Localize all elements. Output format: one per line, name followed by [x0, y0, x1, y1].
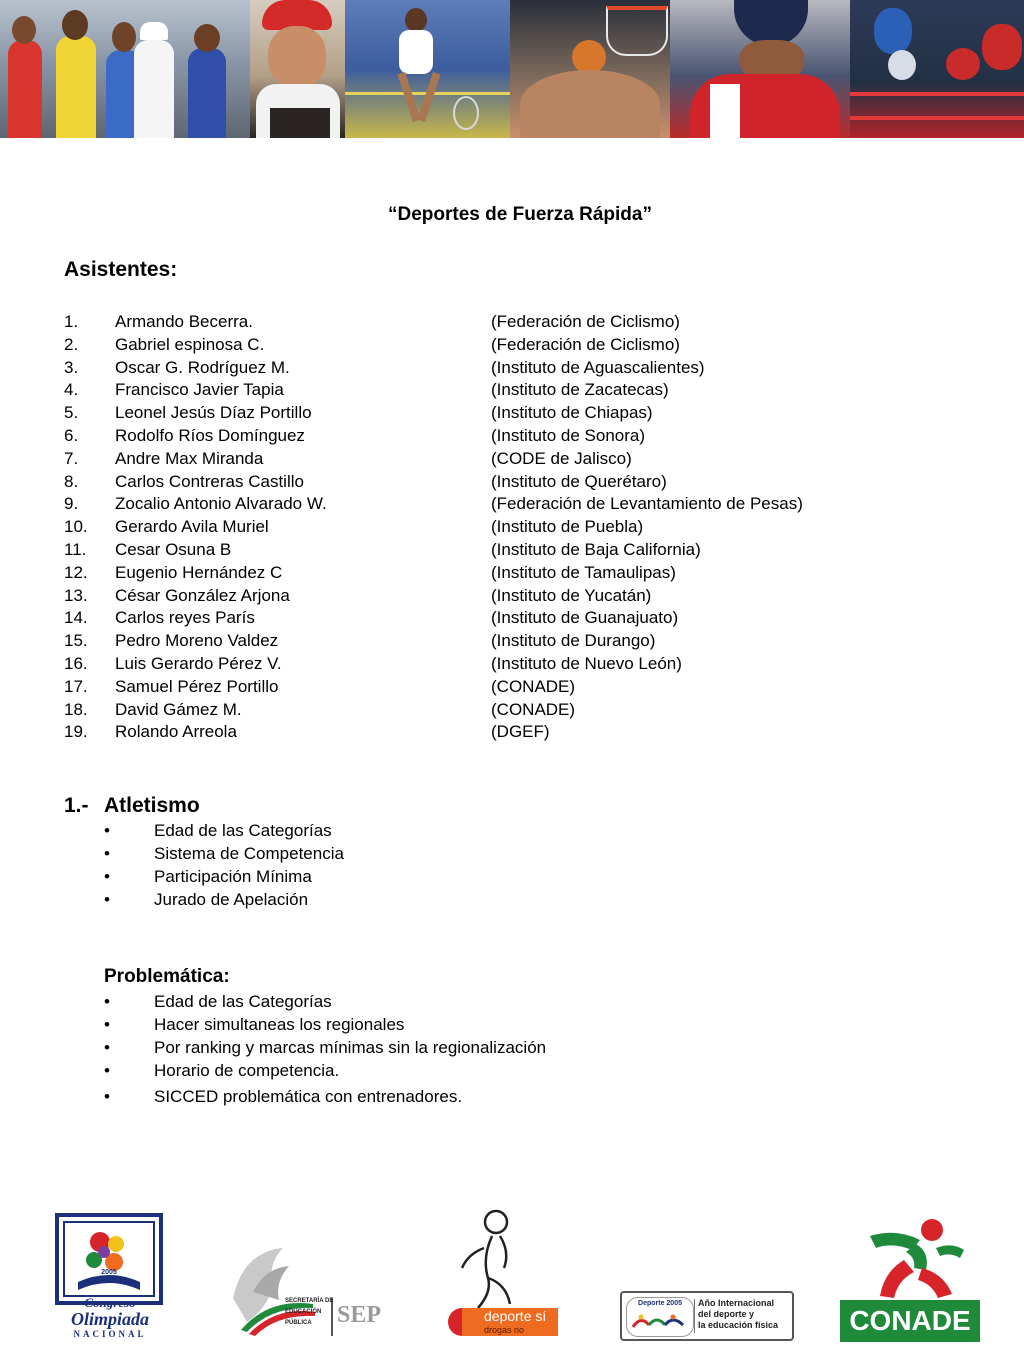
item-number: 11. — [64, 539, 87, 559]
boxing-photo — [850, 0, 1024, 138]
nacional-text: NACIONAL — [73, 1329, 147, 1339]
attendee-name: Zocalio Antonio Alvarado W. — [115, 494, 327, 514]
attendee-organization: (Instituto de Nuevo León) — [491, 653, 682, 673]
badminton-photo — [345, 0, 510, 138]
problem-text: Edad de las Categorías — [154, 992, 332, 1011]
item-number: 1. — [64, 312, 79, 331]
attendee-organization: (Federación de Ciclismo) — [491, 334, 680, 354]
ano-line-3: la educación física — [698, 1320, 779, 1330]
item-number: 19. — [64, 722, 88, 742]
section-heading — [64, 794, 200, 818]
attendee-name: Rolando Arreola — [115, 722, 237, 742]
bullet-icon: • — [104, 843, 110, 863]
sep-abbr: SEP — [337, 1302, 382, 1328]
header-photo-banner — [0, 0, 1024, 138]
attendee-organization: (DGEF) — [491, 722, 550, 742]
item-number: 15. — [64, 631, 88, 651]
attendee-organization: (CONADE) — [491, 699, 576, 719]
topic-text: Sistema de Competencia — [154, 843, 344, 863]
bullet-icon: • — [104, 1014, 110, 1034]
bullet-icon: • — [104, 1037, 110, 1057]
chess-player-photo — [250, 0, 345, 138]
attendee-name: Cesar Osuna B — [115, 539, 232, 559]
attendee-organization: (Instituto de Baja California) — [491, 539, 701, 559]
section-title: Atletismo — [104, 794, 200, 817]
conade-wordmark: CONADE — [840, 1300, 980, 1342]
attendee-name: Luis Gerardo Pérez V. — [115, 653, 282, 673]
basketball-photo — [510, 0, 670, 138]
item-number: 12. — [64, 562, 88, 582]
item-number: 3. — [64, 357, 79, 377]
attendee-organization: (CODE de Jalisco) — [491, 448, 632, 468]
attendee-organization: (Instituto de Chiapas) — [491, 403, 653, 423]
baseball-photo — [670, 0, 850, 138]
item-number: 13. — [64, 585, 88, 605]
runners-photo — [0, 0, 250, 138]
attendee-name: César González Arjona — [115, 585, 290, 605]
topic-text: Edad de las Categorías — [154, 821, 332, 840]
problem-text: Hacer simultaneas los regionales — [154, 1014, 405, 1034]
topic-text: Participación Mínima — [154, 866, 312, 886]
attendee-name: Eugenio Hernández C — [115, 562, 283, 582]
item-number: 10. — [64, 517, 88, 537]
attendee-name: David Gámez M. — [115, 699, 242, 719]
attendee-name: Carlos reyes París — [115, 608, 255, 628]
problem-text: Por ranking y marcas mínimas sin la regionalización — [154, 1037, 547, 1057]
svg-text:2005: 2005 — [101, 1269, 117, 1276]
problem-text: Horario de competencia. — [154, 1060, 340, 1080]
attendee-name: Pedro Moreno Valdez — [115, 631, 279, 651]
sep-line-3: PÚBLICA — [285, 1320, 312, 1326]
problem-text: SICCED problemática con entrenadores. — [154, 1086, 463, 1106]
attendee-name: Andre Max Miranda — [115, 448, 264, 468]
attendee-organization: (Instituto de Durango) — [491, 631, 656, 651]
item-number: 7. — [64, 448, 79, 468]
item-number: 5. — [64, 403, 79, 423]
conade-logo — [840, 1214, 980, 1344]
item-number: 9. — [64, 494, 79, 514]
deporte-si-logo — [448, 1208, 560, 1340]
olimpiada-text: Olimpiada — [70, 1309, 149, 1329]
ano-line-1: Año Internacional — [698, 1298, 775, 1308]
congreso-text: Congreso — [84, 1295, 136, 1310]
document-title: “Deportes de Fuerza Rápida” — [388, 204, 652, 225]
attendee-name: Carlos Contreras Castillo — [115, 471, 304, 491]
drogas-no-text: drogas no — [484, 1325, 525, 1335]
attendee-name: Francisco Javier Tapia — [115, 380, 284, 400]
congreso-olimpiada-logo — [54, 1212, 166, 1342]
item-number: 14. — [64, 608, 88, 628]
athletes-icon — [627, 1311, 693, 1335]
attendee-organization: (Instituto de Querétaro) — [491, 471, 667, 491]
bullet-icon: • — [104, 1086, 110, 1106]
deporte-si-text: deporte sí — [484, 1308, 547, 1324]
attendee-organization: (Instituto de Tamaulipas) — [491, 562, 676, 582]
attendee-organization: (Instituto de Guanajuato) — [491, 608, 679, 628]
runner-emblem-icon — [840, 1214, 980, 1304]
sep-logo — [213, 1238, 382, 1338]
bullet-icon: • — [104, 866, 110, 886]
attendee-organization: (Instituto de Zacatecas) — [491, 380, 669, 400]
attendees-heading: Asistentes: — [64, 258, 178, 281]
attendee-name: Gerardo Avila Muriel — [115, 517, 269, 537]
problems-heading: Problemática: — [104, 966, 230, 987]
attendee-organization: (Instituto de Sonora) — [491, 425, 646, 445]
item-number: 8. — [64, 471, 79, 491]
section-number: 1.- — [64, 794, 89, 817]
topic-text: Jurado de Apelación — [154, 889, 309, 909]
ano-line-2: del deporte y — [698, 1309, 755, 1319]
attendee-name: Leonel Jesús Díaz Portillo — [115, 403, 312, 423]
attendee-organization: (Instituto de Puebla) — [491, 517, 644, 537]
sep-line-2: EDUCACIÓN — [285, 1309, 322, 1315]
item-number: 6. — [64, 425, 79, 445]
attendee-name: Gabriel espinosa C. — [115, 334, 265, 354]
attendee-name: Rodolfo Ríos Domínguez — [115, 425, 305, 445]
attendee-organization: (Federación de Levantamiento de Pesas) — [491, 494, 803, 514]
attendee-organization: (CONADE) — [491, 676, 576, 696]
bullet-icon: • — [104, 992, 110, 1011]
bullet-icon: • — [104, 1060, 110, 1080]
bullet-icon: • — [104, 821, 110, 840]
bullet-icon: • — [104, 889, 110, 909]
item-number: 4. — [64, 380, 79, 400]
ano-internacional-logo — [620, 1291, 794, 1341]
attendee-organization: (Instituto de Yucatán) — [491, 585, 652, 605]
item-number: 2. — [64, 334, 79, 354]
attendee-name: Samuel Pérez Portillo — [115, 676, 279, 696]
sep-line-1: SECRETARÍA DE — [285, 1298, 334, 1304]
attendee-name: Armando Becerra. — [115, 312, 253, 331]
item-number: 16. — [64, 653, 88, 673]
item-number: 18. — [64, 699, 88, 719]
item-number: 17. — [64, 676, 88, 696]
deporte-2005-badge: Deporte 2005 — [626, 1297, 694, 1337]
attendee-organization: (Instituto de Aguascalientes) — [491, 357, 705, 377]
attendee-organization: (Federación de Ciclismo) — [491, 312, 680, 331]
attendee-name: Oscar G. Rodríguez M. — [115, 357, 290, 377]
